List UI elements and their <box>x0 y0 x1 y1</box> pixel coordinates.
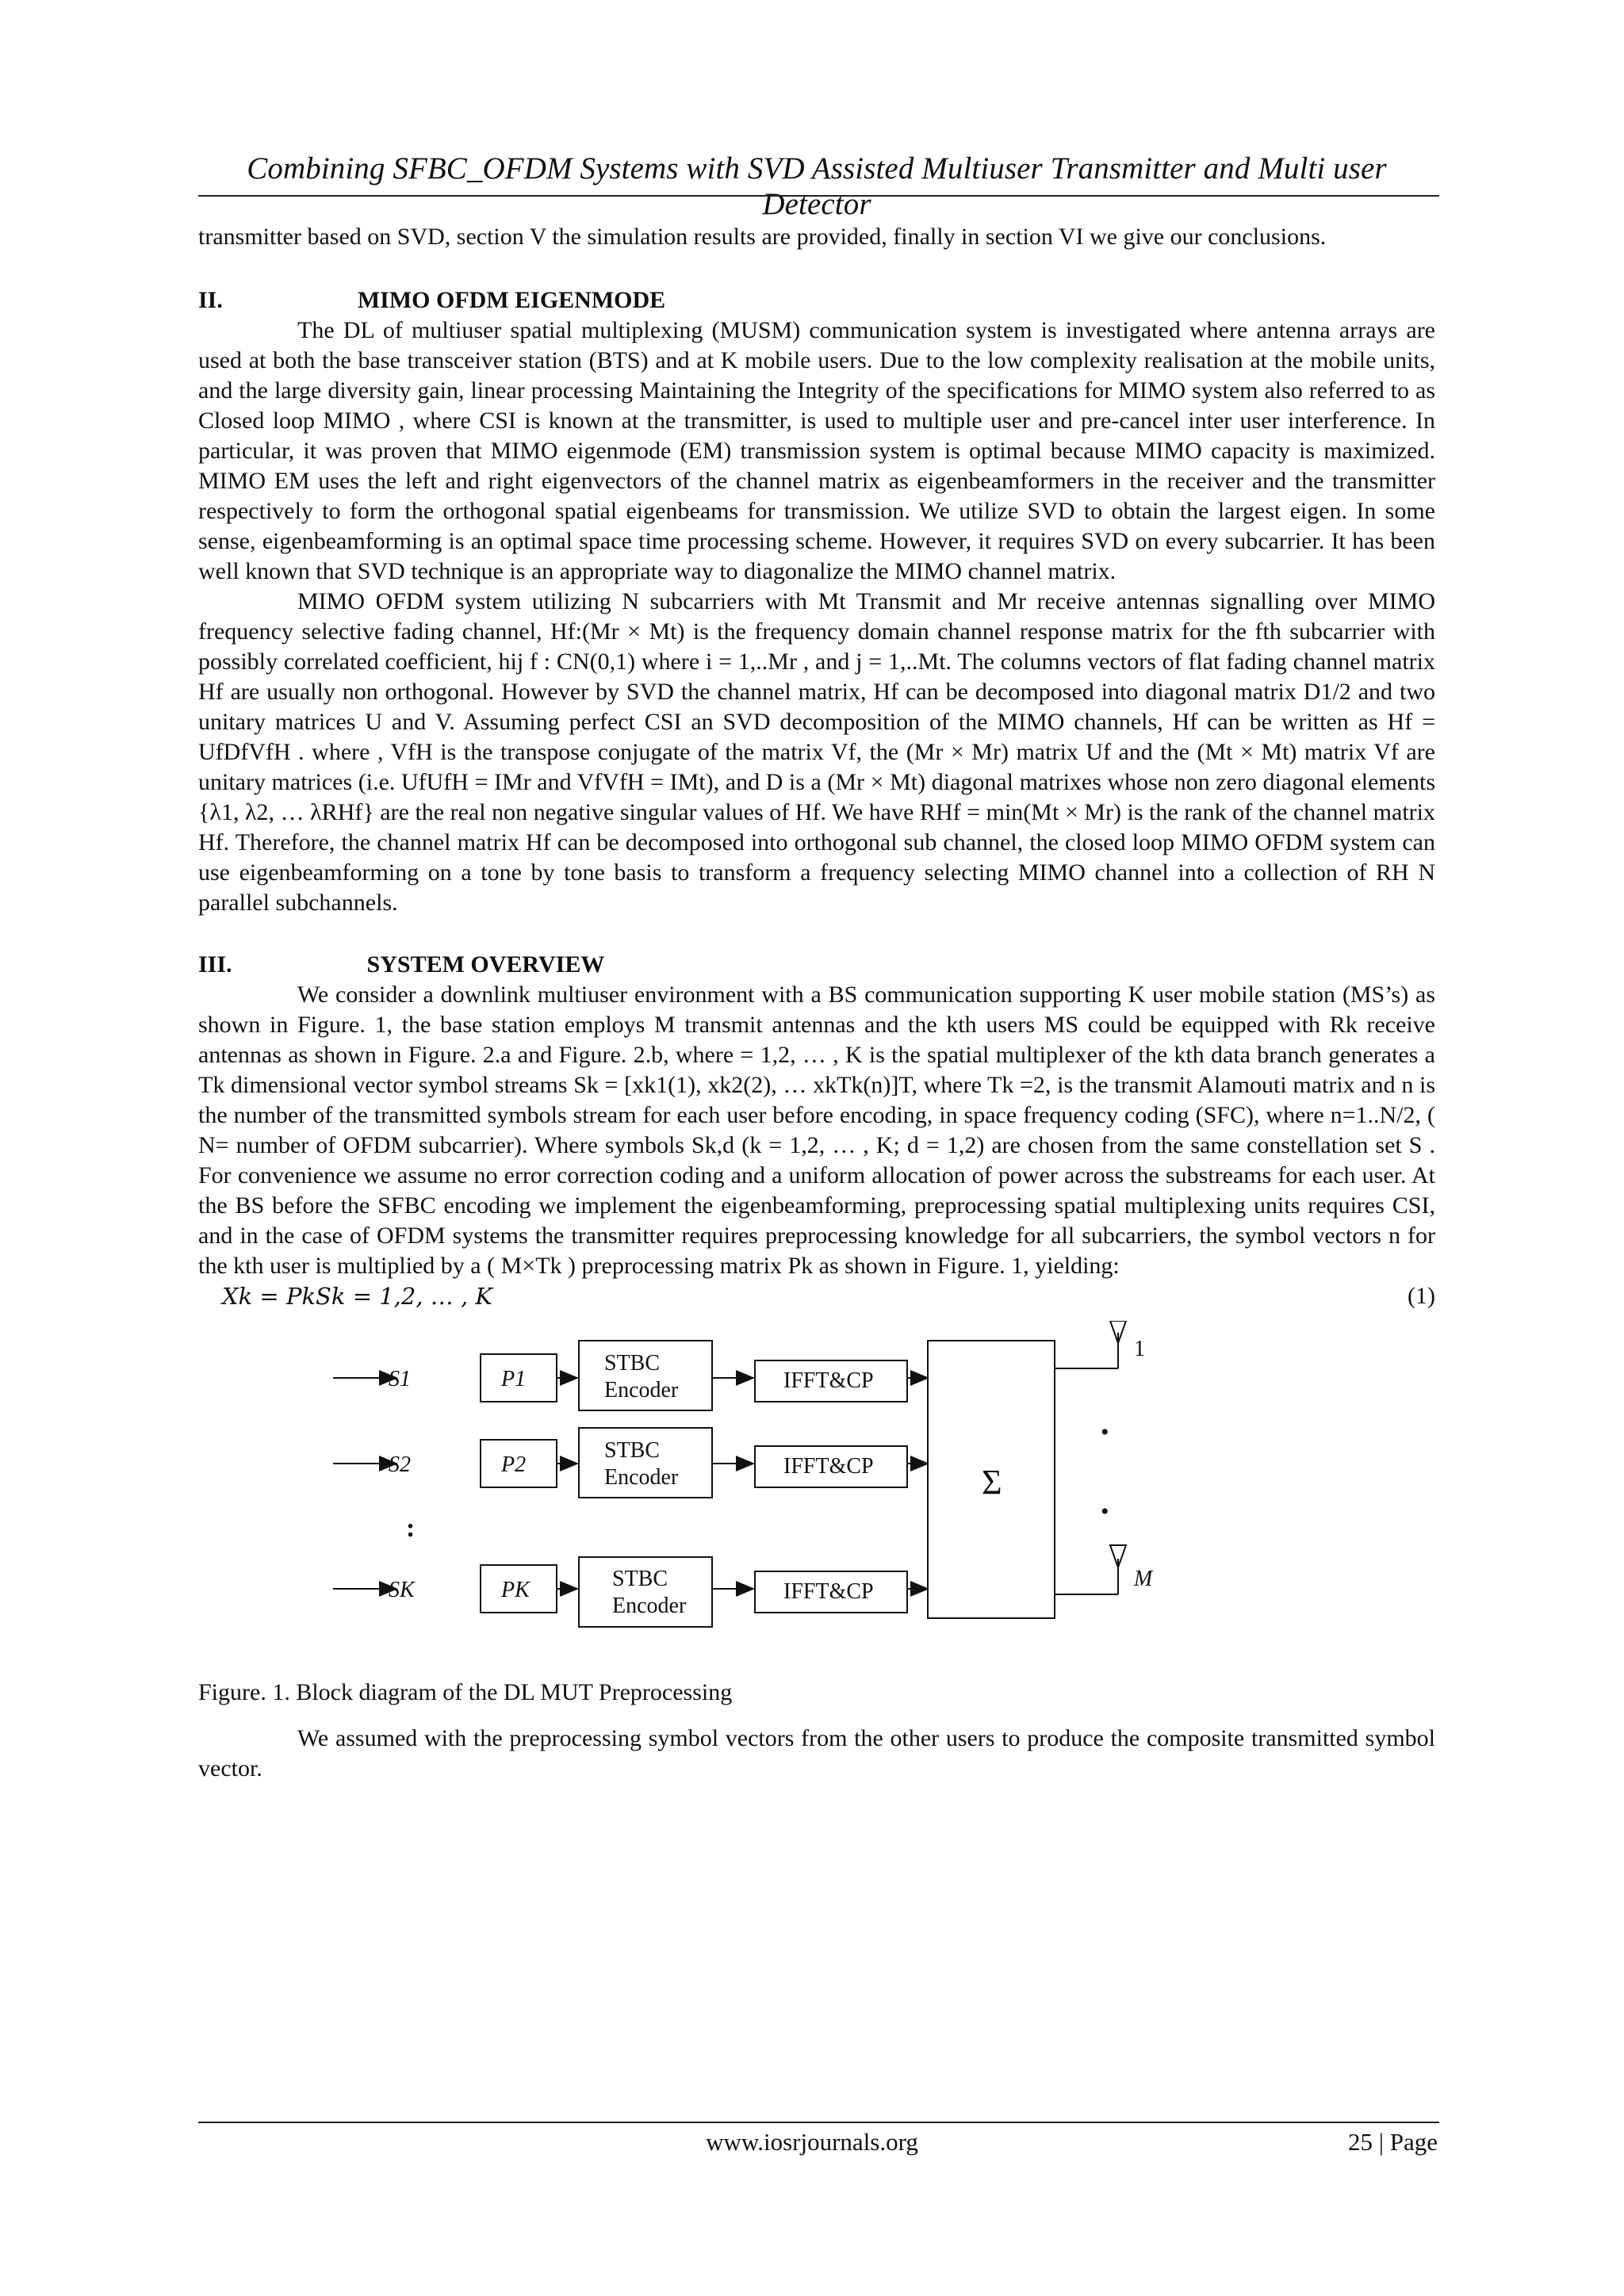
section-title: MIMO OFDM EIGENMODE <box>357 287 666 313</box>
precoder-label-1: P1 <box>501 1367 527 1391</box>
section-number: II. <box>198 287 223 313</box>
footer-rule <box>198 2122 1439 2123</box>
antenna-label-m: M <box>1134 1567 1153 1591</box>
section-heading-3 <box>198 950 1435 980</box>
ifft-label: IFFT&CP <box>783 1368 874 1393</box>
input-label-k: SK <box>389 1578 415 1602</box>
equation-number: (1) <box>1408 1283 1435 1309</box>
summation-symbol: Σ <box>982 1463 1002 1502</box>
encoder-label: STBC <box>604 1351 661 1376</box>
antenna-label-1: 1 <box>1134 1337 1145 1361</box>
precoder-label-2: P2 <box>501 1452 527 1477</box>
encoder-label: Encoder <box>604 1378 679 1402</box>
encoder-label: STBC <box>612 1567 668 1591</box>
encoder-label: STBC <box>604 1438 661 1463</box>
section2-paragraph-1: The DL of multiuser spatial multiplexing (MUSM) communication system is investigated where antenna arrays are used at both the base transceiver station (BTS) and at K mobile users. Due to the low complexity realisation at the mobile units, and the large diversity gain, linear processing Maintaining the Integrity of the specifications for MIMO system also referred to as Closed loop MIMO , where CSI is known at the transmitter, is used to multiple user and pre-cancel inter user interference. In particular, it was proven that MIMO eigenmode (EM) transmission system is optimal because MIMO capacity is maximized. MIMO EM uses the left and right eigenvectors of the channel matrix as eigenbeamformers in the receiver and the transmitter respectively to form the orthogonal spatial eigenbeams for transmission. We utilize SVD to obtain the largest eigen. In some sense, eigenbeamforming is an optimal space time processing scheme. However, it requires SVD on every subcarrier. It has been well known that SVD technique is an appropriate way to diagonalize the MIMO channel matrix. <box>198 317 1435 584</box>
equation-1 <box>198 1281 1435 1313</box>
figure-caption: Figure. 1. Block diagram of the DL MUT Preprocessing <box>198 1679 733 1705</box>
footer-url[interactable]: www.iosrjournals.org <box>706 2128 918 2156</box>
block-diagram <box>198 1321 1435 1662</box>
running-head: Combining SFBC_OFDM Systems with SVD Assisted Multiuser Transmitter and Multi user Detector <box>247 151 1387 221</box>
precoder-label-k: PK <box>501 1578 530 1602</box>
article-body <box>198 222 1435 1784</box>
section-heading-2 <box>198 285 1435 316</box>
ifft-label: IFFT&CP <box>783 1454 874 1479</box>
section3-paragraph-2: We assumed with the preprocessing symbol vectors from the other users to produce the composite transmitted symbol vector. <box>198 1725 1435 1781</box>
page-number: 25 | Page <box>1348 2128 1438 2156</box>
antenna-dot: • <box>1101 1419 1109 1445</box>
antenna-dot: • <box>1101 1498 1109 1525</box>
vertical-ellipsis: : <box>406 1513 416 1543</box>
section-title: SYSTEM OVERVIEW <box>366 951 605 978</box>
equation-text: Xk = PkSk = 1,2, … , K <box>222 1283 493 1310</box>
ifft-label: IFFT&CP <box>783 1579 874 1604</box>
section2-paragraph-2: MIMO OFDM system utilizing N subcarriers with Mt Transmit and Mr receive antennas signalling over MIMO frequency selective fading channel, Hf:(Mr × Mt) is the frequency domain channel response matrix for the fth subcarrier with possibly correlated coefficient, hij f : CN(0,1) where i = 1,..Mr , and j = 1,..Mt. The columns vectors of flat fading channel matrix Hf are usually non orthogonal. However by SVD the channel matrix, Hf can be decomposed into diagonal matrix D1/2 and two unitary matrices U and V. Assuming perfect CSI an SVD decomposition of the MIMO channels, Hf can be written as Hf = UfDfVfH . where , VfH is the transpose conjugate of the matrix Vf, the (Mr × Mr) matrix Uf and the (Mt × Mt) matrix Vf are unitary matrices (i.e. UfUfH = IMr and VfVfH = IMt), and D is a (Mr × Mt) diagonal matrixes whose non zero diagonal elements {λ1, λ2, … λRHf} are the real non negative singular values of Hf. We have RHf = min(Mt × Mr) is the rank of the channel matrix Hf. Therefore, the channel matrix Hf can be decomposed into orthogonal sub channel, the closed loop MIMO OFDM system can use eigenbeamforming on a tone by tone basis to transform a frequency selecting MIMO channel into a collection of RH N parallel subchannels. <box>198 588 1435 916</box>
encoder-label: Encoder <box>612 1594 687 1618</box>
encoder-label: Encoder <box>604 1465 679 1490</box>
intro-paragraph: transmitter based on SVD, section V the simulation results are provided, finally in section VI we give our conclusions. <box>198 224 1327 250</box>
section3-paragraph-1: We consider a downlink multiuser environment with a BS communication supporting K user mobile station (MS’s) as shown in Figure. 1, the base station employs M transmit antennas and the kth users MS could be equipped with Rk receive antennas as shown in Figure. 2.a and Figure. 2.b, where = 1,2, … , K is the spatial multiplexer of the kth data branch generates a Tk dimensional vector symbol streams Sk = [xk1(1), xk2(2), … xkTk(n)]T, where Tk =2, is the transmit Alamouti matrix and n is the number of the transmitted symbols stream for each user before encoding, in space frequency coding (SFC), where n=1..N/2, ( N= number of OFDM subcarrier). Where symbols Sk,d (k = 1,2, … , K; d = 1,2) are chosen from the same constellation set S . For convenience we assume no error correction coding and a uniform allocation of power across the substreams for each user. At the BS before the SFBC encoding we implement the eigenbeamforming, preprocessing spatial multiplexing units requires CSI, and in the case of OFDM systems the transmitter requires preprocessing knowledge for all subcarriers, the symbol vectors n for the kth user is multiplied by a ( M×Tk ) preprocessing matrix Pk as shown in Figure. 1, yielding: <box>198 982 1435 1279</box>
block-diagram-svg <box>198 1321 1435 1662</box>
header-rule <box>198 195 1439 197</box>
input-label-1: S1 <box>389 1367 411 1391</box>
input-label-2: S2 <box>389 1452 411 1477</box>
section-number: III. <box>198 951 232 978</box>
